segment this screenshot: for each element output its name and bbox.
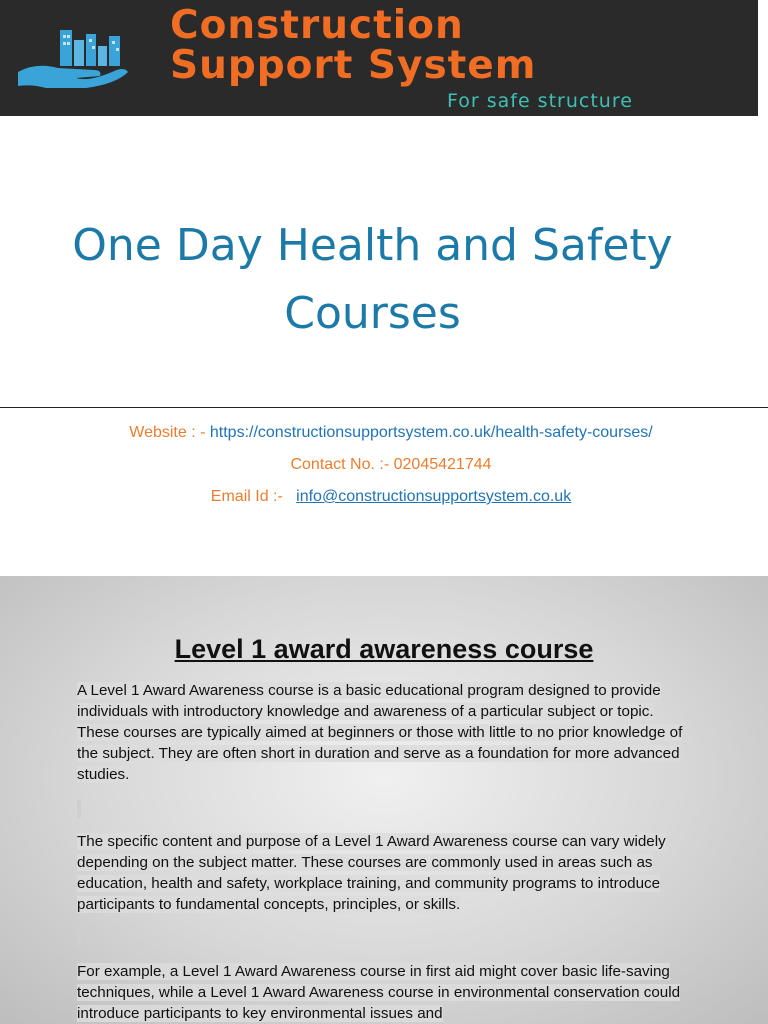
page-title-line-2: Courses [284,288,461,339]
section-heading: Level 1 award awareness course [174,634,594,664]
page-title-line-1: One Day Health and Safety [72,220,673,271]
email-label: Email Id :- [210,488,297,505]
phone-label: Contact No. :- [290,456,394,473]
brand-line-1: Construction [170,3,464,48]
phone-number: 02045421744 [393,456,492,473]
paragraph-3 [77,961,697,1024]
paragraph-2-text: The specific content and purpose of a Level 1 Award Awareness course can vary widely depending on the subject matter. These courses are commonly used in areas such as education, health and safety, workplace training, and community programs to introduce participants to fundamental concepts, principles, or skills. [77,833,666,913]
paragraph-1-text: A Level 1 Award Awareness course is a basic educational program designed to provide individuals with introductory knowledge and awareness of a particular subject or topic. These courses are typically aimed at beginners or those with little to no prior knowledge of the subject. They are often short in duration and serve as a foundation for more advanced studies. [77,682,683,783]
website-label: Website : - [129,424,210,441]
divider [0,407,768,408]
brand-tagline: For safe structure [447,90,633,112]
paragraph-2 [77,831,697,915]
course-section [0,576,768,1024]
email-line [0,488,768,506]
hand-holding-buildings-icon [16,26,136,90]
paragraph-1 [77,680,697,785]
phone-line [0,456,768,474]
header-banner [0,0,758,116]
website-link[interactable]: https://constructionsupportsystem.co.uk/health-safety-courses/ [209,424,653,441]
brand-name [170,3,537,88]
website-line [0,424,768,442]
paragraph-marker [77,800,81,818]
brand-line-2: Support System [170,43,537,88]
paragraph-3-text: For example, a Level 1 Award Awareness course in first aid might cover basic life-saving techniques, while a Level 1 Award Awareness course in environmental conservation could introduce participants to key environmental issues and [77,963,681,1022]
page-title [0,212,745,348]
email-link[interactable]: info@constructionsupportsystem.co.uk [296,488,572,505]
paragraph-marker [77,928,81,946]
